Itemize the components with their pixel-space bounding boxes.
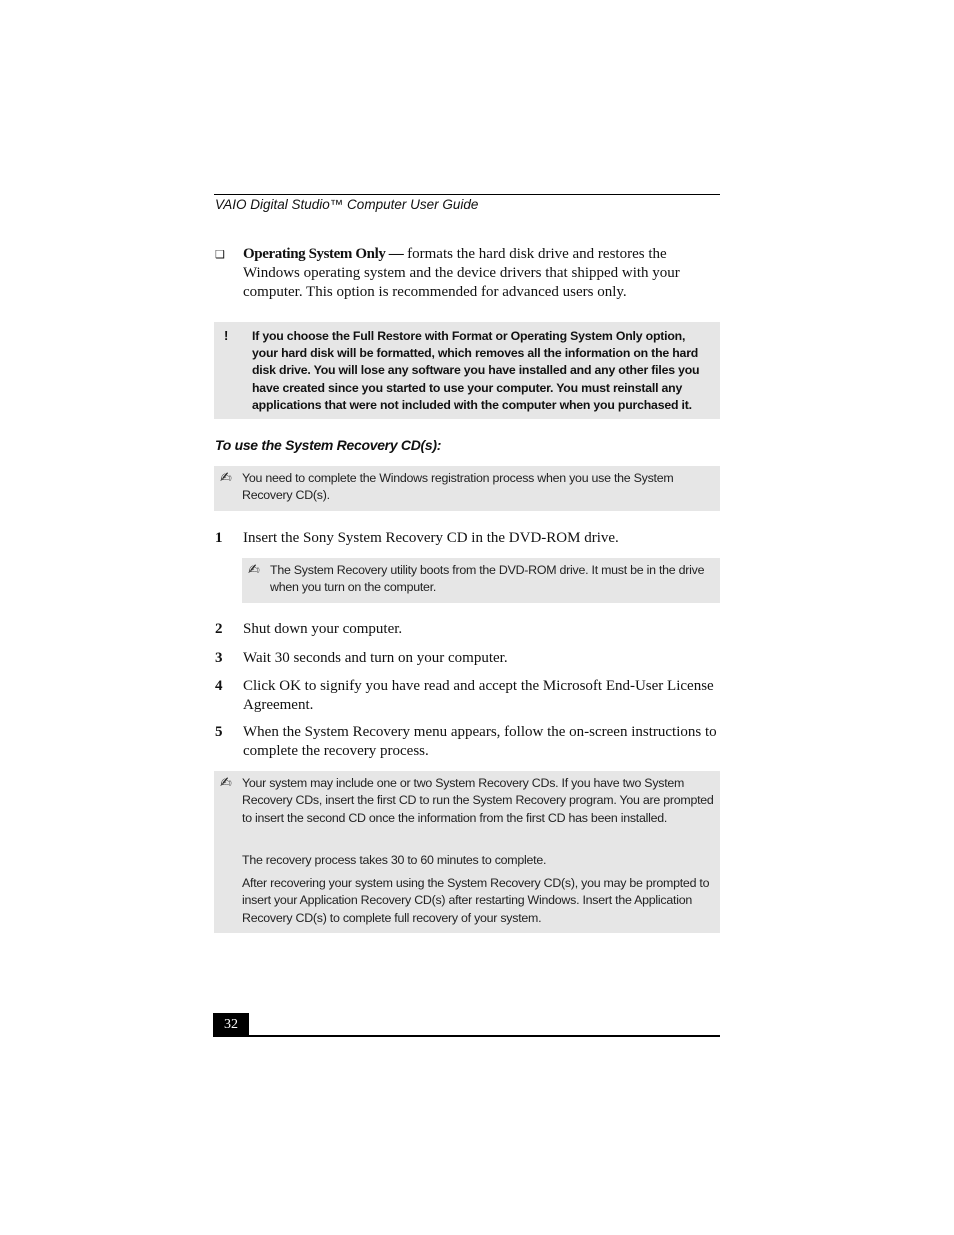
page-number: 32 xyxy=(213,1013,249,1037)
note-box-boot xyxy=(242,558,720,603)
note-text: The System Recovery utility boots from the DVD-ROM drive. It must be in the drive when you turn on the computer. xyxy=(270,563,705,595)
caution-box xyxy=(214,322,720,419)
step-text: Wait 30 seconds and turn on your computer. xyxy=(243,650,508,666)
bullet-term: Operating System Only — xyxy=(243,246,404,262)
section-title: To use the System Recovery CD(s): xyxy=(215,437,442,453)
note-text: You need to complete the Windows registration process when you use the System Recovery CD(s). xyxy=(242,471,674,503)
note-box-registration xyxy=(214,466,720,511)
writing-hand-icon: ✍ xyxy=(248,561,260,577)
bullet-description: formats the hard disk drive and restores the Windows operating system and the device drivers that shipped with your computer. This option is recommended for advanced users only. xyxy=(243,246,680,300)
writing-hand-icon: ✍ xyxy=(220,469,232,485)
writing-hand-icon: ✍ xyxy=(220,774,232,790)
note-paragraph: The recovery process takes 30 to 60 minutes to complete. xyxy=(242,853,547,867)
step-number: 1 xyxy=(215,530,223,546)
note-box-recovery-cds xyxy=(214,771,720,933)
checkbox-bullet-icon: ❑ xyxy=(215,249,225,261)
header-rule xyxy=(214,194,720,195)
caution-text: If you choose the Full Restore with Format or Operating System Only option, your hard disk will be formatted, which removes all the information on the hard disk drive. You will lose any software you have installed and any other files you have created since you started to use your computer. You must reinstall any applications that were not included with the computer when you purchased it. xyxy=(252,329,700,412)
bullet-text xyxy=(243,245,720,302)
step-text: When the System Recovery menu appears, follow the on-screen instructions to complete the recovery process. xyxy=(243,724,717,759)
step-text: Click OK to signify you have read and accept the Microsoft End-User License Agreement. xyxy=(243,678,714,713)
note-paragraph: After recovering your system using the System Recovery CD(s), you may be prompted to insert your Application Recovery CD(s) after restarting Windows. Insert the Application Recovery CD(s) to complete full recovery of your system. xyxy=(242,876,710,925)
step-number: 2 xyxy=(215,621,223,637)
exclamation-icon: ! xyxy=(224,328,229,343)
step-number: 3 xyxy=(215,650,223,666)
step-number: 4 xyxy=(215,678,223,694)
note-paragraph: Your system may include one or two System Recovery CDs. If you have two System Recovery CDs, insert the first CD to run the System Recovery program. You are prompted to insert the second CD once the information from the first CD has been installed. xyxy=(242,776,714,825)
running-header: VAIO Digital Studio™ Computer User Guide xyxy=(215,197,479,212)
step-text: Insert the Sony System Recovery CD in the DVD-ROM drive. xyxy=(243,530,619,546)
step-number: 5 xyxy=(215,724,223,740)
step-text: Shut down your computer. xyxy=(243,621,403,637)
footer-rule xyxy=(213,1035,720,1037)
